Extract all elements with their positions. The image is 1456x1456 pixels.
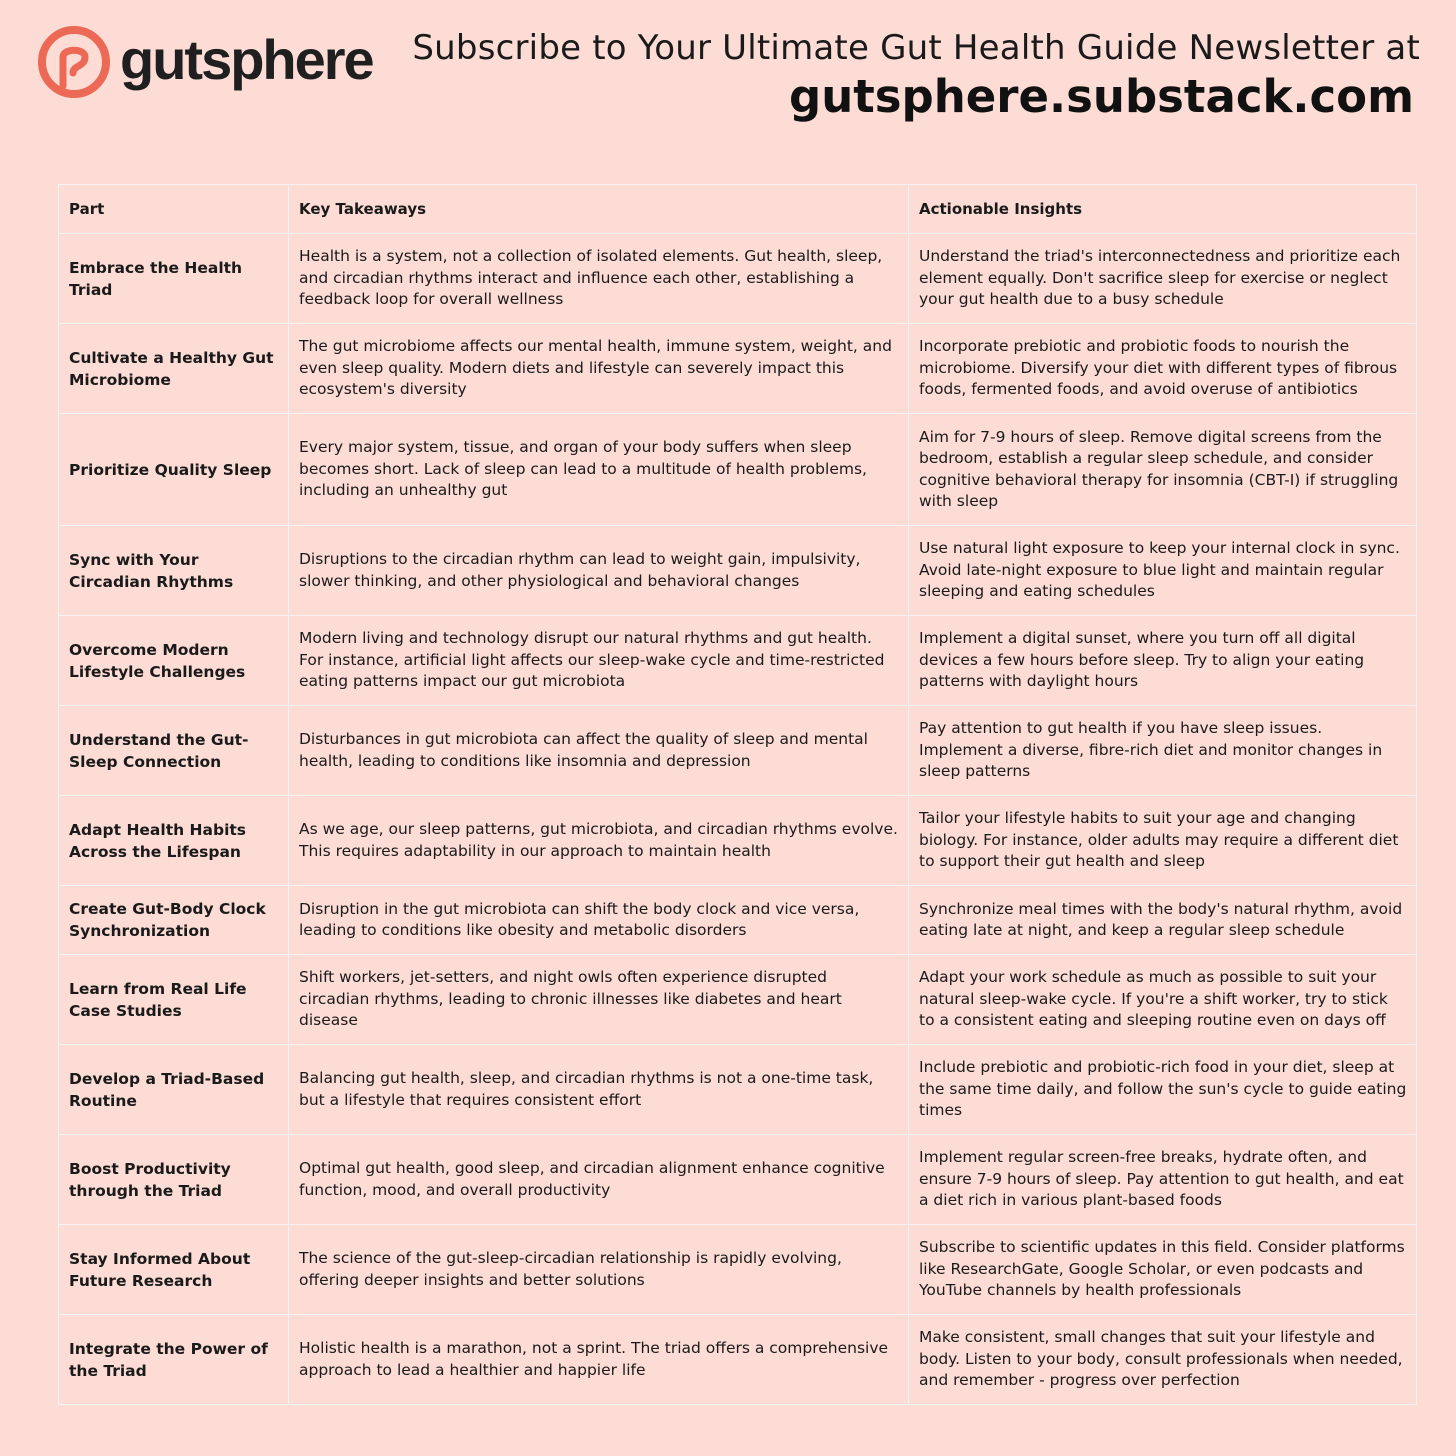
part-cell: Overcome Modern Lifestyle Challenges — [59, 616, 289, 706]
part-cell: Learn from Real Life Case Studies — [59, 955, 289, 1045]
insight-cell: Subscribe to scientific updates in this field. Consider platforms like ResearchGate, Google Scholar, or even podcasts and YouTube channels by health professionals — [909, 1225, 1417, 1315]
takeaway-cell: Balancing gut health, sleep, and circadian rhythms is not a one-time task, but a lifestyle that requires consistent effort — [289, 1045, 909, 1135]
takeaway-cell: The gut microbiome affects our mental health, immune system, weight, and even sleep quality. Modern diets and lifestyle can severely impact this ecosystem's diversity — [289, 324, 909, 414]
part-cell: Cultivate a Healthy Gut Microbiome — [59, 324, 289, 414]
takeaway-cell: Disturbances in gut microbiota can affect the quality of sleep and mental health, leading to conditions like insomnia and depression — [289, 706, 909, 796]
takeaway-cell: Every major system, tissue, and organ of your body suffers when sleep becomes short. Lack of sleep can lead to a multitude of health problems, including an unhealthy gut — [289, 414, 909, 526]
table-row — [59, 1315, 1417, 1405]
insight-cell: Pay attention to gut health if you have sleep issues. Implement a diverse, fibre-rich diet and monitor changes in sleep patterns — [909, 706, 1417, 796]
insight-cell: Include prebiotic and probiotic-rich food in your diet, sleep at the same time daily, and follow the sun's cycle to guide eating times — [909, 1045, 1417, 1135]
table-header-row — [59, 185, 1417, 234]
part-cell: Stay Informed About Future Research — [59, 1225, 289, 1315]
table-row — [59, 1135, 1417, 1225]
takeaway-cell: As we age, our sleep patterns, gut microbiota, and circadian rhythms evolve. This requires adaptability in our approach to maintain health — [289, 796, 909, 886]
takeaway-cell: Modern living and technology disrupt our natural rhythms and gut health. For instance, artificial light affects our sleep-wake cycle and time-restricted eating patterns impact our gut microbiota — [289, 616, 909, 706]
insight-cell: Incorporate prebiotic and probiotic foods to nourish the microbiome. Diversify your diet with different types of fibrous foods, fermented foods, and avoid overuse of antibiotics — [909, 324, 1417, 414]
gut-ring-logo-icon — [36, 24, 112, 100]
insight-cell: Implement a digital sunset, where you turn off all digital devices a few hours before sleep. Try to align your eating patterns with daylight hours — [909, 616, 1417, 706]
part-cell: Develop a Triad-Based Routine — [59, 1045, 289, 1135]
insight-cell: Aim for 7-9 hours of sleep. Remove digital screens from the bedroom, establish a regular sleep schedule, and consider cognitive behavioral therapy for insomnia (CBT-I) if struggling with sleep — [909, 414, 1417, 526]
table-row — [59, 414, 1417, 526]
table-row — [59, 616, 1417, 706]
insight-cell: Implement regular screen-free breaks, hydrate often, and ensure 7-9 hours of sleep. Pay attention to gut health, and eat a diet rich in various plant-based foods — [909, 1135, 1417, 1225]
part-cell: Boost Productivity through the Triad — [59, 1135, 289, 1225]
table-row — [59, 234, 1417, 324]
brand-name: gutsphere — [120, 28, 373, 91]
table-row — [59, 1045, 1417, 1135]
brand — [36, 24, 373, 100]
table-row — [59, 886, 1417, 955]
takeaway-cell: Health is a system, not a collection of isolated elements. Gut health, sleep, and circadian rhythms interact and influence each other, establishing a feedback loop for overall wellness — [289, 234, 909, 324]
part-cell: Prioritize Quality Sleep — [59, 414, 289, 526]
table-row — [59, 706, 1417, 796]
takeaway-cell: The science of the gut-sleep-circadian relationship is rapidly evolving, offering deeper insights and better solutions — [289, 1225, 909, 1315]
insight-cell: Use natural light exposure to keep your internal clock in sync. Avoid late-night exposure to blue light and maintain regular sleeping and eating schedules — [909, 526, 1417, 616]
part-cell: Sync with Your Circadian Rhythms — [59, 526, 289, 616]
part-cell: Understand the Gut-Sleep Connection — [59, 706, 289, 796]
takeaway-cell: Shift workers, jet-setters, and night owls often experience disrupted circadian rhythms, leading to chronic illnesses like diabetes and heart disease — [289, 955, 909, 1045]
part-cell: Create Gut-Body Clock Synchronization — [59, 886, 289, 955]
part-cell: Adapt Health Habits Across the Lifespan — [59, 796, 289, 886]
table-row — [59, 796, 1417, 886]
takeaway-cell: Optimal gut health, good sleep, and circadian alignment enhance cognitive function, mood, and overall productivity — [289, 1135, 909, 1225]
insight-cell: Tailor your lifestyle habits to suit your age and changing biology. For instance, older adults may require a different diet to support their gut health and sleep — [909, 796, 1417, 886]
part-cell: Embrace the Health Triad — [59, 234, 289, 324]
takeaway-cell: Disruptions to the circadian rhythm can lead to weight gain, impulsivity, slower thinking, and other physiological and behavioral changes — [289, 526, 909, 616]
insight-cell: Understand the triad's interconnectedness and prioritize each element equally. Don't sacrifice sleep for exercise or neglect your gut health due to a busy schedule — [909, 234, 1417, 324]
header-actionable-insights: Actionable Insights — [909, 185, 1417, 234]
header-key-takeaways: Key Takeaways — [289, 185, 909, 234]
insight-cell: Synchronize meal times with the body's natural rhythm, avoid eating late at night, and keep a regular sleep schedule — [909, 886, 1417, 955]
newsletter-url[interactable]: gutsphere.substack.com — [789, 70, 1414, 123]
table-row — [59, 324, 1417, 414]
part-cell: Integrate the Power of the Triad — [59, 1315, 289, 1405]
takeaway-cell: Holistic health is a marathon, not a sprint. The triad offers a comprehensive approach to lead a healthier and happier life — [289, 1315, 909, 1405]
subscribe-headline: Subscribe to Your Ultimate Gut Health Guide Newsletter at — [412, 28, 1420, 68]
insight-cell: Make consistent, small changes that suit your lifestyle and body. Listen to your body, consult professionals when needed, and remember - progress over perfection — [909, 1315, 1417, 1405]
table-row — [59, 1225, 1417, 1315]
insight-cell: Adapt your work schedule as much as possible to suit your natural sleep-wake cycle. If you're a shift worker, try to stick to a consistent eating and sleeping routine even on days off — [909, 955, 1417, 1045]
takeaway-cell: Disruption in the gut microbiota can shift the body clock and vice versa, leading to conditions like obesity and metabolic disorders — [289, 886, 909, 955]
table-row — [59, 955, 1417, 1045]
header-part: Part — [59, 185, 289, 234]
table-row — [59, 526, 1417, 616]
guide-table — [58, 184, 1417, 1405]
